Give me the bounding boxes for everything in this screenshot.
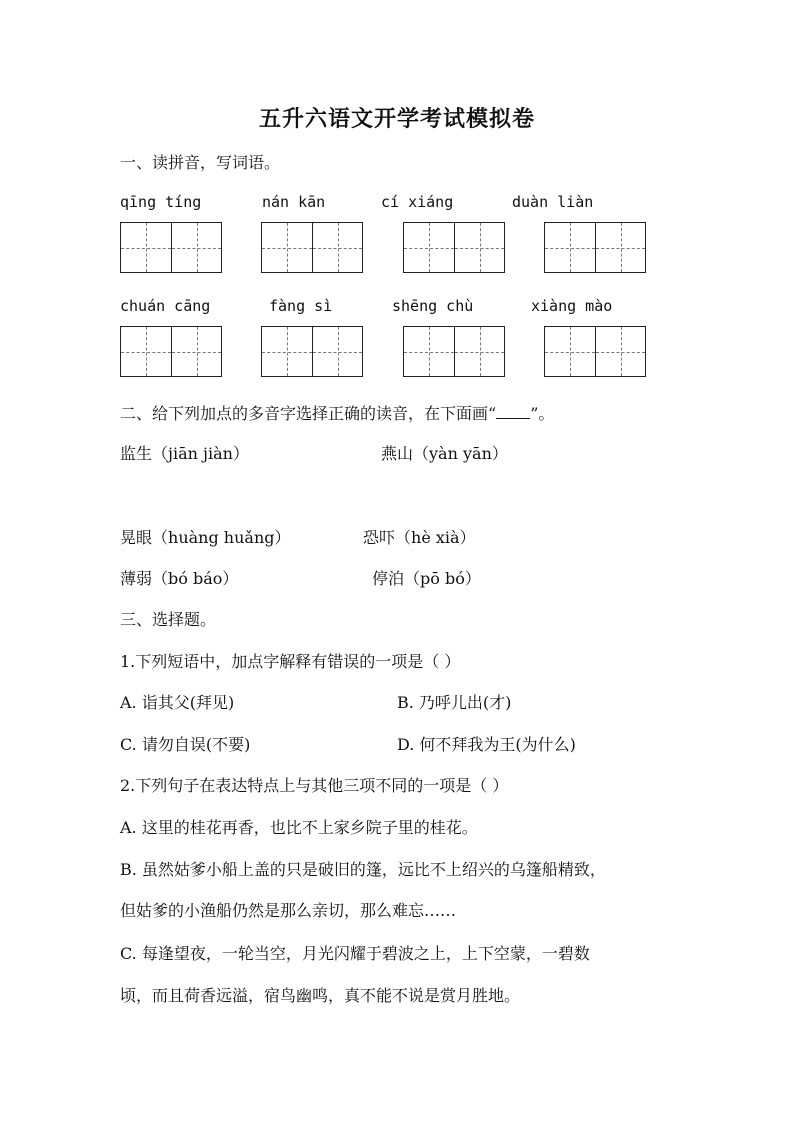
polyphone-word: 恐吓	[363, 528, 396, 547]
pinyin-label: xiàng mào	[531, 297, 613, 315]
polyphone-word: 薄弱	[120, 569, 153, 588]
polyphone-item	[120, 566, 238, 589]
question-2-stem: 2.下列句子在表达特点上与其他三项不同的一项是（ ）	[120, 776, 509, 795]
polyphone-options[interactable]: （jiān jiàn）	[152, 444, 249, 463]
polyphone-word: 晃眼	[120, 528, 153, 547]
q2-option-c-line1[interactable]: C. 每逢望夜，一轮当空，月光闪耀于碧波之上，上下空蒙，一碧数	[120, 944, 590, 963]
question-1-stem: 1.下列短语中，加点字解释有错误的一项是（ ）	[120, 652, 461, 671]
section3-heading: 三、选择题。	[120, 610, 217, 629]
writing-grid[interactable]	[544, 326, 646, 377]
writing-grid[interactable]	[261, 326, 363, 377]
polyphone-options[interactable]: （hè xià）	[395, 528, 476, 547]
pinyin-label: duàn liàn	[512, 193, 594, 211]
section2-heading	[120, 401, 554, 424]
writing-grid[interactable]	[120, 222, 222, 273]
page-title: 五升六语文开学考试模拟卷	[258, 106, 535, 132]
polyphone-options[interactable]: （pō bó）	[404, 569, 481, 588]
writing-grid[interactable]	[403, 222, 505, 273]
polyphone-item	[381, 441, 508, 464]
polyphone-item	[372, 566, 481, 589]
polyphone-options[interactable]: （bó báo）	[152, 569, 239, 588]
polyphone-item	[120, 441, 249, 464]
polyphone-item	[120, 525, 291, 548]
q1-option-c[interactable]: C. 请勿自误(不要)	[120, 735, 251, 754]
pinyin-label: qīng tíng	[120, 193, 202, 211]
pinyin-label: nán kān	[262, 193, 326, 211]
polyphone-options[interactable]: （yàn yān）	[413, 444, 508, 463]
pinyin-label: cí xiáng	[381, 193, 454, 211]
q1-option-d[interactable]: D. 何不拜我为王(为什么)	[397, 735, 576, 754]
q1-option-a[interactable]: A. 诣其父(拜见)	[120, 693, 235, 712]
writing-grid[interactable]	[120, 326, 222, 377]
pinyin-label: chuán cāng	[120, 297, 211, 315]
writing-grid[interactable]	[261, 222, 363, 273]
section2-heading-text: 二、给下列加点的多音字选择正确的读音，在下面画“	[120, 404, 497, 423]
q2-option-c-line2[interactable]: 顷，而且荷香远溢，宿鸟幽鸣，真不能不说是赏月胜地。	[120, 986, 521, 1005]
writing-grid[interactable]	[544, 222, 646, 273]
pinyin-label: fàng sì	[269, 297, 333, 315]
polyphone-item	[363, 525, 476, 548]
polyphone-word: 停泊	[372, 569, 405, 588]
section1-heading: 一、读拼音，写词语。	[120, 153, 281, 172]
polyphone-word: 燕山	[381, 444, 414, 463]
q2-option-b-line1[interactable]: B. 虽然姑爹小船上盖的只是破旧的篷，远比不上绍兴的乌篷船精致，	[120, 860, 606, 879]
section2-heading-end: ”。	[530, 404, 555, 423]
polyphone-options[interactable]: （huàng huǎng）	[152, 528, 291, 547]
underline-blank	[496, 404, 530, 419]
pinyin-label: shēng chù	[392, 297, 474, 315]
q2-option-b-line2[interactable]: 但姑爹的小渔船仍然是那么亲切，那么难忘……	[120, 901, 457, 920]
writing-grid[interactable]	[403, 326, 505, 377]
q2-option-a[interactable]: A. 这里的桂花再香，也比不上家乡院子里的桂花。	[120, 818, 478, 837]
q1-option-b[interactable]: B. 乃呼儿出(才)	[397, 693, 512, 712]
polyphone-word: 监生	[120, 444, 153, 463]
